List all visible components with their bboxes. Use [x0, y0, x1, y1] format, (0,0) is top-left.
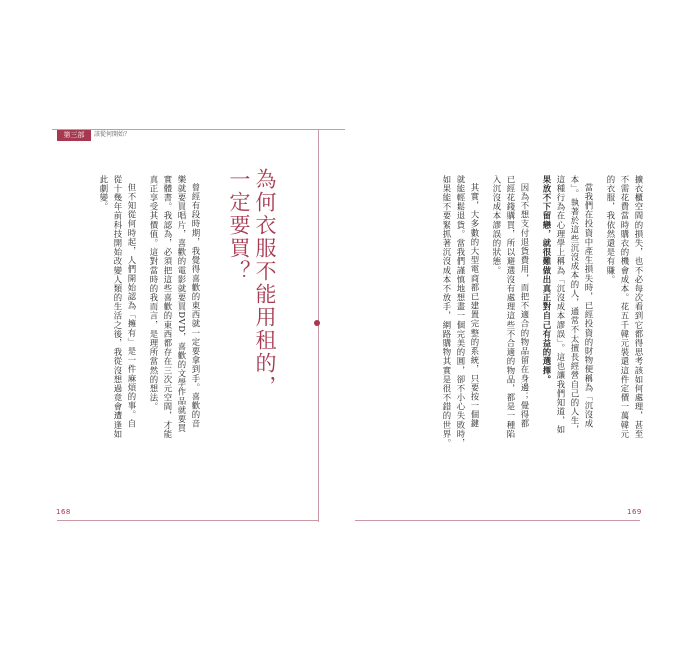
- right-body-col-12: 就能輕鬆退貨。當我們謹慎地想畫一個完美的圓，卻不小心失敗時，: [456, 175, 466, 448]
- left-body-col-2: 樂就要買唱片，喜歡的電影就要買DVD，喜歡的文學作品就要買: [177, 175, 187, 433]
- right-page-number: 169: [627, 508, 642, 516]
- left-body-col-7: 此劇變。: [99, 175, 109, 212]
- left-body-col-3: 實體書。我認為，必須把這些喜歡的東西都存在三次元空間，才能: [163, 175, 173, 439]
- right-body-col-5: 本」。執著於這些沉沒成本的人，通常不太擅長經營自己的人生，: [570, 175, 580, 435]
- left-body-col-4: 真正享受其價值。這對當時的我而言，是理所當然的想法。: [149, 175, 159, 412]
- heading-line-1: 為何衣服不能用租的，: [253, 168, 277, 398]
- right-body-col-9: 已經花錢購買，所以避選沒有處理這些不合適的物品，都是一種陷: [506, 175, 516, 439]
- gutter-rule-top: [318, 130, 319, 522]
- heading-line-2: 一定要買？: [227, 168, 251, 283]
- left-body-col-5: 但不知從何時起，人們開始認為「擁有」是一件麻煩的事。自: [127, 183, 137, 429]
- right-body-col-3: 的衣服，我依然還是有賺。: [606, 175, 616, 285]
- right-body-col-4: 當我們在投資中產生損失時，已經投資的財物便稱為「沉沒成: [584, 183, 594, 429]
- header-rule: [52, 129, 345, 130]
- left-body-col-6: 從十幾年前科技開始改變人類的生活之後，我從沒想過竟會遭逢如: [113, 175, 123, 439]
- left-page: [0, 0, 345, 651]
- left-page-number: 168: [56, 508, 71, 516]
- right-body-col-8: 因為不想支付退貨費用，而把不適合的物品留在身邊；覺得都: [520, 183, 530, 429]
- right-body-col-11: 其實，大多數的大型電商都已建置完整的系統，只要按一個鍵: [470, 183, 480, 429]
- section-dot: [314, 320, 320, 326]
- right-body-col-10: 入沉沒成本謬誤的狀態。: [492, 175, 502, 275]
- right-body-col-6: 這種行為在心理學上稱為「沉沒成本謬誤」。這也讓我們知道，如: [556, 175, 566, 435]
- right-page: [355, 0, 700, 651]
- part-label: 第三部: [57, 129, 91, 141]
- right-body-col-7-bold: 果放不下留戀，就很難做出真正對自己有益的選擇。: [542, 175, 552, 385]
- right-footer-rule: [355, 520, 640, 521]
- footer-rule: [57, 520, 319, 521]
- chapter-title: 該從何開始？: [94, 131, 131, 138]
- right-body-col-2: 不需花費當時購衣的機會成本。花五千韓元裝還這件定價一萬韓元: [620, 175, 630, 439]
- right-body-col-13: 如果能不要緊抓著沉沒成本不放手，網路購物其實是很不錯的世界。: [442, 175, 452, 448]
- right-body-col-1: 擴衣櫃空間的損失，也不必每次看到它都得思考該如何處理，甚至: [634, 175, 644, 439]
- left-body-col-1: 曾經有段時期，我覺得喜歡的東西就一定要拿到手。喜歡的音: [191, 183, 201, 429]
